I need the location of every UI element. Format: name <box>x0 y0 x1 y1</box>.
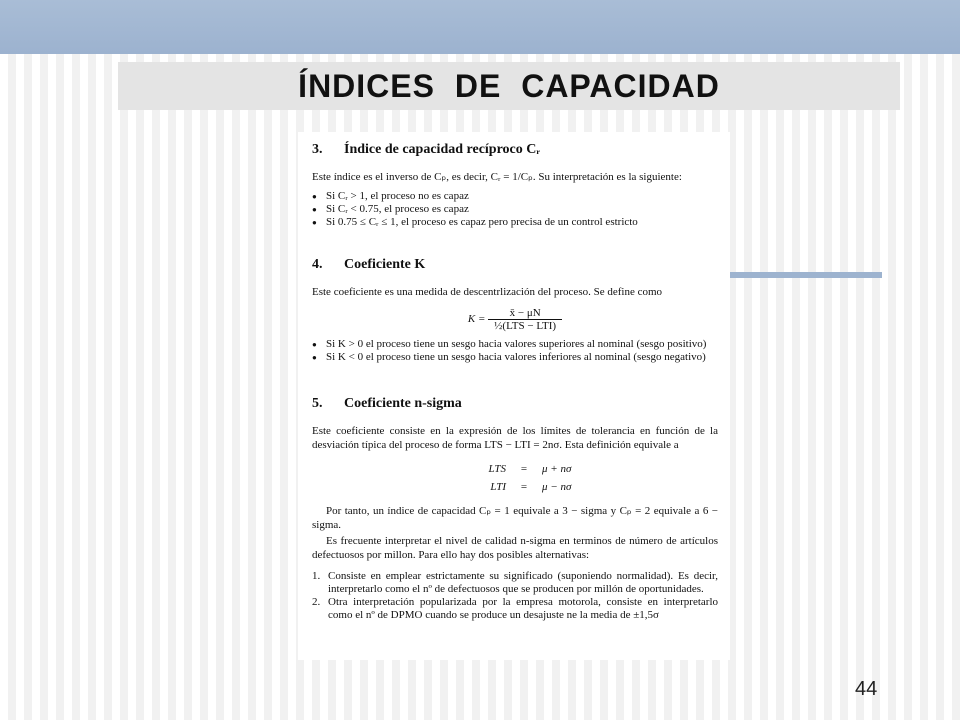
list-item-text: Consiste en emplear estrictamente su significado (suponiendo normalidad). Es decir, interpretarlo como el nº de defectuosos que se producen por millón de oportunidades. <box>328 570 718 595</box>
section-3-intro: Este índice es el inverso de Cₚ, es decir, Cᵣ = 1/Cₚ. Su interpretación es la siguiente: <box>312 171 682 183</box>
section-3-heading <box>312 142 718 158</box>
equation-row <box>470 478 718 496</box>
list-item: ● Si K > 0 el proceso tiene un sesgo hacia valores superiores al nominal (sesgo positivo) <box>312 338 718 351</box>
k-formula-lhs: K = <box>467 313 486 326</box>
title-bar <box>118 62 900 110</box>
eq2-lhs: LTI <box>490 481 506 493</box>
k-formula-denominator: ½(LTS − LTI) <box>494 320 557 332</box>
list-item <box>312 570 718 596</box>
list-item: ● Si Cᵣ < 0.75, el proceso es capaz <box>312 203 718 216</box>
section-4-bullets <box>312 338 718 364</box>
section-5-para-1: Por tanto, un índice de capacidad Cₚ = 1 equivale a 3 − sigma y Cₚ = 2 equivale a 6 − sigma. <box>312 505 718 531</box>
section-5-title: Coeficiente n-sigma <box>344 396 462 411</box>
k-formula-numerator: x̄ − μN <box>488 307 562 320</box>
eq2-equals: = <box>520 481 528 493</box>
section-4-number: 4. <box>312 257 323 272</box>
slide-title: ÍNDICES DE CAPACIDAD <box>298 68 720 104</box>
accent-line <box>730 272 882 278</box>
eq2-rhs: μ − nσ <box>542 481 572 493</box>
section-5-number: 5. <box>312 396 323 411</box>
list-item: ● Si 0.75 ≤ Cᵣ ≤ 1, el proceso es capaz pero precisa de un control estricto <box>312 216 718 229</box>
section-5-para-2: Es frecuente interpretar el nivel de calidad n-sigma en terminos de número de artículos defectuosos por millon. Para ello hay dos posibles alternativas: <box>312 535 718 561</box>
list-item: ● Si Cᵣ > 1, el proceso no es capaz <box>312 190 718 203</box>
list-item-number: 2. <box>312 596 321 608</box>
document-image <box>298 132 730 660</box>
section-3-title: Índice de capacidad recíproco Cᵣ <box>344 142 540 157</box>
list-item: ● Si K < 0 el proceso tiene un sesgo hacia valores inferiores al nominal (sesgo negativo) <box>312 351 718 364</box>
k-formula <box>312 307 718 332</box>
eq1-rhs: μ + nσ <box>542 463 572 475</box>
section-4-title: Coeficiente K <box>344 257 426 272</box>
section-4-intro: Este coeficiente es una medida de descentrlización del proceso. Se define como <box>312 286 663 298</box>
section-4-heading <box>312 257 718 273</box>
equation-row <box>470 460 718 478</box>
list-item-text: Otra interpretación popularizada por la empresa motorola, consiste en interpretarlo como el nº de DPMO cuando se produce un desajuste ne la media de ±1,5σ <box>328 596 718 621</box>
eq1-lhs: LTS <box>488 463 506 475</box>
eq1-equals: = <box>520 463 528 475</box>
section-5-intro: Este coeficiente consiste en la expresión de los límites de tolerancia en función de la desviación típica del proceso de forma LTS − LTI = 2nσ. Esta definición equivale a <box>312 425 718 451</box>
section-3-bullets <box>312 190 718 229</box>
section-5-list <box>312 570 718 622</box>
list-item-number: 1. <box>312 570 321 582</box>
top-band <box>0 0 960 54</box>
k-formula-fraction <box>488 307 562 332</box>
section-5-heading <box>312 396 718 412</box>
tolerance-equations <box>470 460 718 496</box>
list-item <box>312 596 718 622</box>
page-number: 44 <box>855 678 878 700</box>
section-3-number: 3. <box>312 142 323 157</box>
